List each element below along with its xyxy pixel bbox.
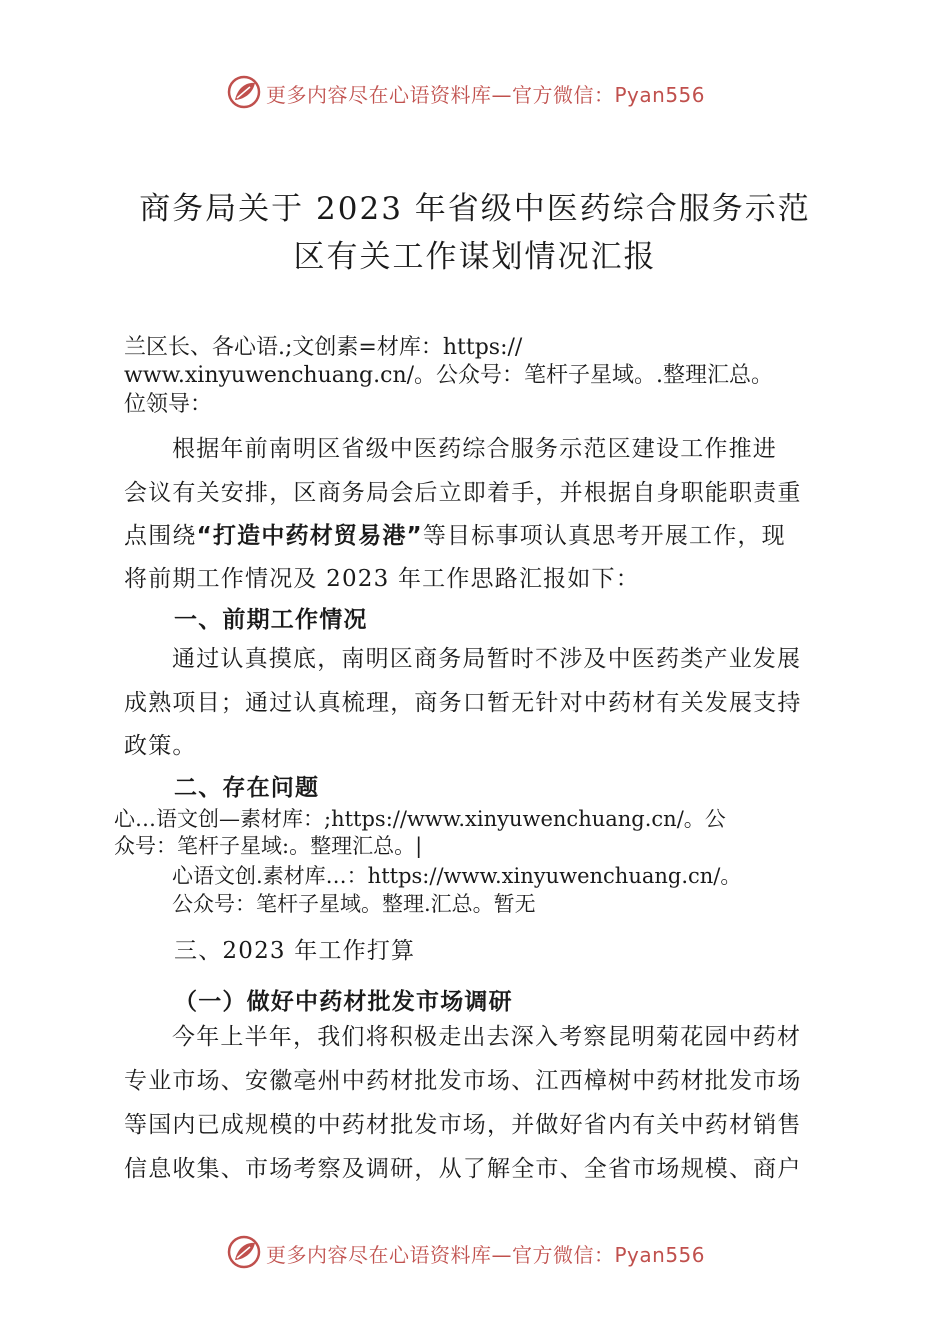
banner-text: 更多内容尽在心语资料库—官方微信：Pyan556 [266,1243,706,1267]
section-1-heading: 一、前期工作情况 [174,607,368,633]
section-1-line-1: 通过认真摸底，南明区商务局暂时不涉及中医药类产业发展 [172,646,802,672]
salutation-line-3: 位领导： [124,392,213,417]
intro-line-2: 会议有关安排，区商务局会后立即着手，并根据自身职能职责重 [124,480,802,506]
section-1-line-2: 成熟项目；通过认真梳理，商务口暂无针对中药材有关发展支持 [124,690,802,716]
leaf-logo-icon [226,74,262,110]
banner-text: 更多内容尽在心语资料库—官方微信：Pyan556 [266,83,706,107]
intro-line-4: 将前期工作情况及 2023 年工作思路汇报如下： [124,566,640,592]
section-3-subheading: （一）做好中药材批发市场调研 [174,989,513,1015]
section-3-line-3: 等国内已成规模的中药材批发市场，并做好省内有关中药材销售 [124,1112,802,1138]
salutation-line-2: www.xinyuwenchuang.cn/。公众号：笔杆子星域。.整理汇总。 [124,363,774,388]
section-1-line-3: 政策。 [124,733,197,759]
intro-line-1: 根据年前南明区省级中医药综合服务示范区建设工作推进 [172,436,777,462]
section-3-heading: 三、2023 年工作打算 [174,938,416,964]
document-title-line-1: 商务局关于 2023 年省级中医药综合服务示范 [139,191,811,227]
section-2-line-3: 心语文创.素材库…：https://www.xinyuwenchuang.cn/。 [172,864,742,888]
leaf-logo-icon [226,1234,262,1270]
salutation-line-1: 兰区长、各心语.;文创素=材库：https:// [124,335,523,360]
section-3-line-1: 今年上半年，我们将积极走出去深入考察昆明菊花园中药材 [172,1024,802,1050]
section-3-line-2: 专业市场、安徽亳州中药材批发市场、江西樟树中药材批发市场 [124,1068,802,1094]
section-2-line-2: 众号：笔杆子星域:。整理汇总。| [114,834,423,858]
section-2-line-4: 公众号：笔杆子星域。整理.汇总。暂无 [172,892,536,916]
intro-line-3 [124,517,786,550]
section-2-line-1: 心…语文创—素材库：;https://www.xinyuwenchuang.cn/。公 [114,807,726,831]
document-title-line-2: 区有关工作谋划情况汇报 [293,239,657,275]
intro-emphasis: “打造中药材贸易港” [196,523,423,549]
intro-text: 点围绕 [124,523,197,549]
intro-text: 等目标事项认真思考开展工作，现 [422,523,786,549]
section-2-heading: 二、存在问题 [174,775,320,801]
section-3-line-4: 信息收集、市场考察及调研，从了解全市、全省市场规模、商户 [124,1156,802,1182]
footer-banner [0,1232,950,1272]
header-banner [0,72,950,112]
